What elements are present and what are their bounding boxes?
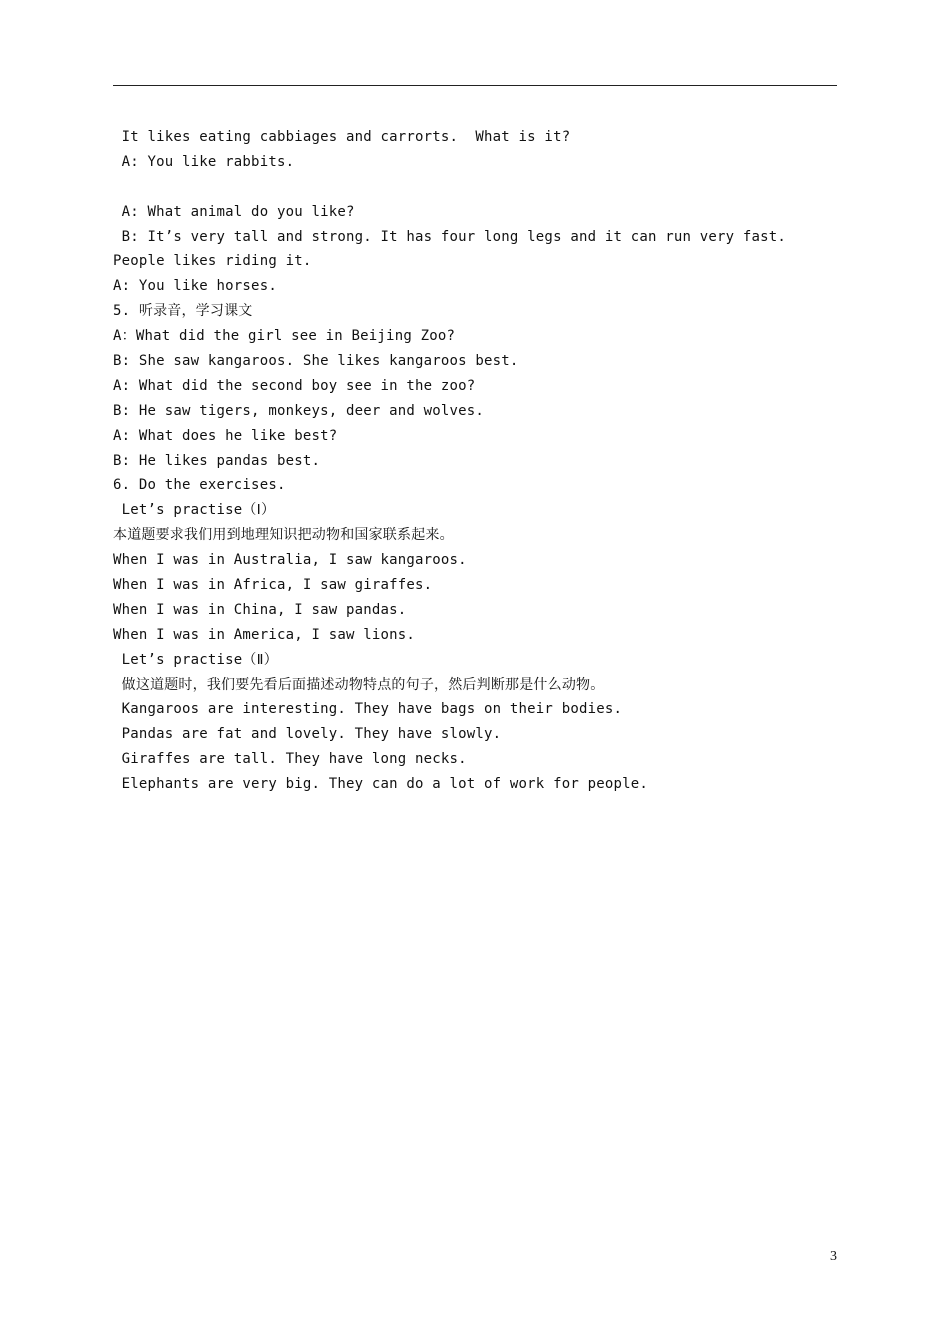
page-number: 3	[830, 1249, 837, 1264]
text-line: B: It’s very tall and strong. It has four long legs and it can run very fast.	[113, 228, 787, 245]
header-rule	[113, 85, 837, 86]
document-body	[113, 125, 837, 797]
text-line: When I was in America, I saw lions.	[113, 626, 416, 643]
text-line: B: He saw tigers, monkeys, deer and wolves.	[113, 402, 485, 419]
blank-line	[113, 175, 837, 200]
text-line: When I was in China, I saw pandas.	[113, 601, 407, 618]
section-heading: 5. 听录音，学习课文	[113, 303, 253, 320]
subsection-heading: Let’s practise（Ⅱ）	[113, 651, 278, 668]
text-line: Giraffes are tall. They have long necks.	[113, 751, 467, 768]
text-line: When I was in Africa, I saw giraffes.	[113, 577, 433, 594]
subsection-heading: Let’s practise（Ⅰ）	[113, 502, 276, 519]
text-line: B: She saw kangaroos. She likes kangaroos best.	[113, 353, 519, 370]
text-line: A: You like horses.	[113, 278, 277, 295]
text-line: 做这道题时，我们要先看后面描述动物特点的句子，然后判断那是什么动物。	[113, 676, 605, 693]
text-line: Elephants are very big. They can do a lot of work for people.	[113, 776, 648, 793]
text-line: It likes eating cabbiages and carrorts. What is it?	[113, 129, 571, 145]
text-line: A: What does he like best?	[113, 427, 338, 444]
text-line: Pandas are fat and lovely. They have slowly.	[113, 726, 502, 743]
text-line: A: What did the second boy see in the zoo?	[113, 377, 476, 394]
text-line: 本道题要求我们用到地理知识把动物和国家联系起来。	[113, 527, 454, 544]
text-line: B: He likes pandas best.	[113, 452, 321, 469]
text-line: A: What animal do you like?	[113, 203, 355, 220]
text-line: A：What did the girl see in Beijing Zoo?	[113, 328, 456, 345]
text-line: A: You like rabbits.	[113, 153, 295, 170]
text-line: People likes riding it.	[113, 253, 312, 270]
text-line: When I was in Australia, I saw kangaroos.	[113, 552, 467, 569]
section-heading: 6. Do the exercises.	[113, 477, 286, 494]
text-line: Kangaroos are interesting. They have bags on their bodies.	[113, 701, 623, 718]
